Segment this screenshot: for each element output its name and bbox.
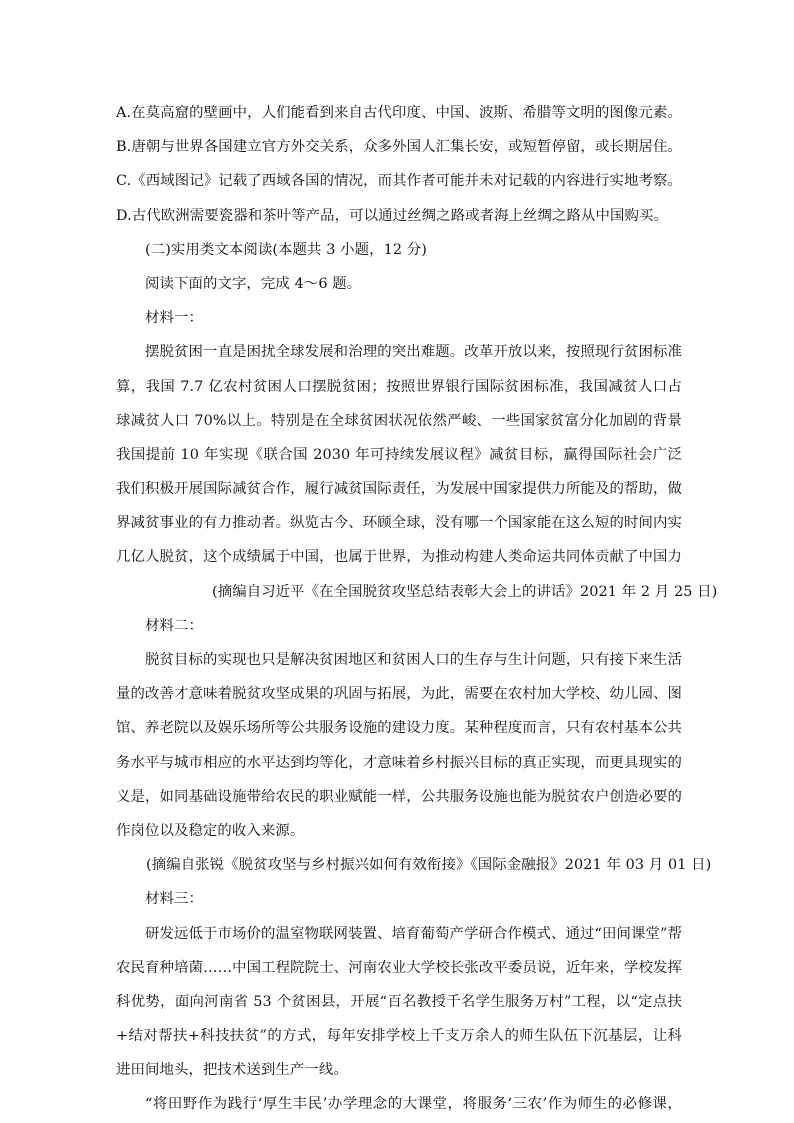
material2-line: 量的改善才意味着脱贫攻坚成果的巩固与拓展，为此，需要在农村加大学校、幼儿园、图 xyxy=(116,686,682,703)
section-heading: (二)实用类文本阅读(本题共 3 小题，12 分) xyxy=(145,241,428,258)
material1-line: 几亿人脱贫，这个成绩属于中国，也属于世界，为推动构建人类命运共同体贡献了中国力 xyxy=(116,549,682,566)
material1-line: 球减贫人口 70%以上。特别是在全球贫困状况依然严峻、一些国家贫富分化加剧的背景 xyxy=(116,412,682,429)
material1-line: 界减贫事业的有力推动者。纵览古今、环顾全球，没有哪一个国家能在这么短的时间内实 xyxy=(116,515,682,532)
material2-label: 材料二： xyxy=(145,617,203,634)
option-d: D.古代欧洲需要瓷器和茶叶等产品，可以通过丝绸之路或者海上丝绸之路从中国购买。 xyxy=(116,207,668,224)
material2-source: (摘编自张锐《脱贫攻坚与乡村振兴如何有效衔接》《国际金融报》2021 年 03 月 01 日) xyxy=(146,857,712,874)
section-instruction: 阅读下面的文字，完成 4～6 题。 xyxy=(145,275,362,292)
option-b: B.唐朝与世界各国建立官方外交关系，众多外国人汇集长安，或短暂停留，或长期居住。 xyxy=(116,139,682,156)
option-a: A.在莫高窟的壁画中，人们能看到来自古代印度、中国、波斯、希腊等文明的图像元素。 xyxy=(116,105,682,121)
material2-line: 义是，如同基础设施带给农民的职业赋能一样，公共服务设施也能为脱贫农户创造必要的 xyxy=(116,788,682,805)
material3-line: 研发远低于市场价的温室物联网装置、培育葡萄产学研合作模式、通过“田间课堂”帮 xyxy=(145,925,682,942)
material2-line: 馆、养老院以及娱乐场所等公共服务设施的建设力度。某种程度而言，只有农村基本公共 xyxy=(116,720,682,737)
material1-line: 摆脱贫困一直是困扰全球发展和治理的突出难题。改革开放以来，按照现行贫困标准 xyxy=(145,344,682,361)
material1-label: 材料一： xyxy=(145,310,203,327)
material2-line: 脱贫目标的实现也只是解决贫困地区和贫困人口的生存与生计问题，只有接下来生活 xyxy=(145,652,682,668)
material2-line: 务水平与城市相应的水平达到均等化，才意味着乡村振兴目标的真正实现，而更具现实的 xyxy=(116,754,682,771)
material1-line: 算，我国 7.7 亿农村贫困人口摆脱贫困；按照世界银行国际贫困标准，我国减贫人口占 xyxy=(116,378,682,395)
material1-line: 我们积极开展国际减贫合作，履行减贫国际责任，为发展中国家提供力所能及的帮助，做 xyxy=(116,481,682,498)
material1-line: 我国提前 10 年实现《联合国 2030 年可持续发展议程》减贫目标，赢得国际社会广泛 xyxy=(116,446,682,463)
material3-line: +结对帮扶+科技扶贫”的方式，每年安排学校上千支万余人的师生队伍下沉基层，让科 xyxy=(116,1028,682,1045)
option-c: C.《西域图记》记载了西域各国的情况，而其作者可能并未对记载的内容进行实地考察。 xyxy=(116,173,682,190)
material3-line: 进田间地头，把技术送到生产一线。 xyxy=(116,1062,348,1079)
material2-line: 作岗位以及稳定的收入来源。 xyxy=(116,822,305,839)
material3-line: “将田野作为践行‘厚生丰民’办学理念的大课堂，将服务‘三农’作为师生的必修课， xyxy=(145,1096,682,1113)
material3-line: 农民育种培菌……中国工程院院士、河南农业大学校长张改平委员说，近年来，学校发挥 xyxy=(116,959,682,976)
material1-source: (摘编自习近平《在全国脱贫攻坚总结表彰大会上的讲话》2021 年 2 月 25 日) xyxy=(212,583,718,600)
document-page xyxy=(116,96,718,1122)
material3-label: 材料三： xyxy=(145,891,203,908)
material3-line: 科优势，面向河南省 53 个贫困县，开展“百名教授千名学生服务万村”工程，以“定点扶 xyxy=(116,993,682,1010)
